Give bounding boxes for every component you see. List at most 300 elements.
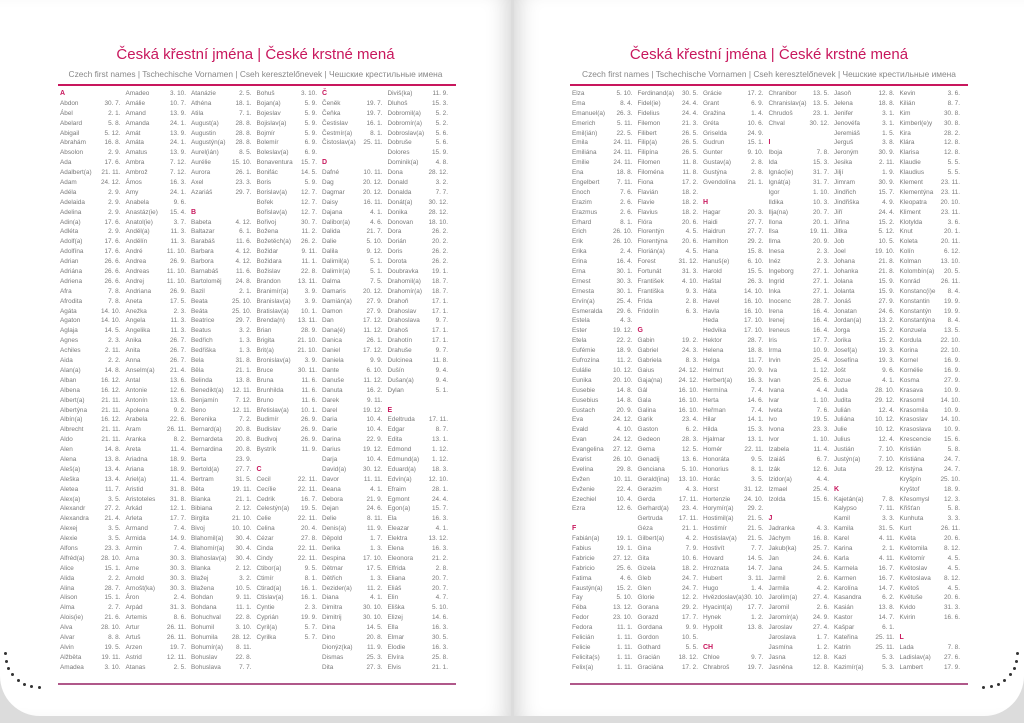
name-day-date: 15. 2. — [878, 337, 895, 345]
name-entry — [191, 316, 257, 326]
name-entry — [257, 495, 323, 505]
names-column — [388, 89, 454, 673]
name-day-date: 2. 6. — [816, 574, 829, 582]
name-entry — [60, 603, 126, 613]
name-day-date: 21. 4. — [104, 515, 121, 523]
name-day-date: 7. 8. — [108, 287, 121, 295]
name-entry — [703, 129, 769, 139]
name-day-date: 4. 8. — [435, 159, 448, 167]
first-name: Květa — [899, 535, 916, 543]
name-entry — [257, 267, 323, 277]
name-day-date: 18. 2. — [682, 564, 698, 572]
first-name: Drahoslav — [387, 307, 417, 315]
first-name: Dita — [322, 663, 334, 671]
name-entry — [572, 653, 638, 663]
name-day-date: 6. 10. — [747, 258, 764, 266]
name-day-date: 18. 9. — [170, 465, 186, 473]
first-name: Kunhuta — [899, 515, 924, 523]
first-name: Ambrož — [125, 169, 148, 177]
name-entry — [322, 475, 388, 485]
first-name: Ervín(a) — [572, 297, 595, 305]
first-name: Bohuchval — [191, 614, 221, 622]
first-name: Kolombín(a) — [899, 268, 935, 276]
first-name: Amadeo — [125, 90, 150, 97]
first-name: Ilona — [768, 218, 783, 226]
name-day-date: 17. 11. — [678, 515, 698, 523]
name-entry — [322, 406, 388, 416]
name-day-date: 16. 4. — [813, 307, 829, 315]
first-name: Alice — [60, 564, 74, 572]
letter-heading-text: I — [768, 139, 771, 147]
name-entry — [703, 504, 769, 514]
name-day-date: 2. 3. — [173, 307, 186, 315]
name-day-date: 14. 5. — [747, 554, 764, 562]
name-day-date: 4. 12. — [235, 248, 252, 256]
name-day-date: 31. 12. — [678, 258, 698, 266]
name-entry — [60, 475, 126, 485]
name-entry — [322, 465, 388, 475]
name-entry — [703, 524, 769, 534]
name-entry — [703, 593, 769, 603]
right-page — [514, 0, 1024, 716]
name-entry — [572, 534, 638, 544]
name-entry — [638, 554, 704, 564]
first-name: Andreas — [125, 268, 150, 276]
name-entry — [126, 623, 192, 633]
name-entry — [60, 138, 126, 148]
first-name: Erika — [572, 248, 587, 256]
name-day-date: 1. 12. — [813, 366, 829, 374]
name-entry — [388, 119, 454, 129]
first-name: Hagar — [703, 208, 721, 216]
name-day-date: 7. 10. — [878, 455, 895, 463]
name-entry — [572, 148, 638, 158]
name-day-date: 12. 8. — [878, 90, 895, 97]
name-day-date: 2. 11. — [104, 347, 121, 355]
name-entry — [191, 663, 257, 673]
name-entry — [572, 366, 638, 376]
name-entry — [60, 109, 126, 119]
name-entry — [834, 514, 900, 524]
first-name: Gaston — [637, 426, 659, 434]
name-entry — [322, 653, 388, 663]
name-day-date: 6. 9. — [304, 149, 317, 157]
name-day-date: 6. 2. — [882, 594, 895, 602]
name-day-date: 4. 5. — [685, 228, 698, 236]
binding-dot — [23, 683, 26, 686]
first-name: Gertruda — [637, 515, 663, 523]
name-day-date: 1. 3. — [239, 337, 252, 345]
letter-heading — [191, 208, 257, 218]
name-entry — [769, 524, 835, 534]
name-day-date: 17. 7. — [682, 614, 698, 622]
name-day-date: 20. 6. — [944, 535, 960, 543]
name-entry — [257, 396, 323, 406]
first-name: Krescencie — [899, 436, 932, 444]
first-name: Elfrida — [387, 564, 406, 572]
name-entry — [834, 455, 900, 465]
first-name: Ignác(ie) — [768, 169, 794, 177]
name-day-date: 19. 7. — [170, 643, 186, 651]
name-day-date: 29. 12. — [874, 396, 895, 404]
first-name: Eulálie — [572, 366, 592, 374]
first-name: Karolína — [834, 584, 858, 592]
name-day-date: 1. 12. — [432, 446, 448, 454]
first-name: Fedora — [572, 624, 593, 632]
first-name: Flavius — [637, 208, 658, 216]
first-name: Enoch — [572, 188, 591, 196]
name-day-date: 10. 5. — [235, 584, 252, 592]
name-day-date: 24. 12. — [612, 436, 633, 444]
name-entry — [60, 267, 126, 277]
first-name: Jaroslava — [768, 633, 796, 641]
name-entry — [834, 336, 900, 346]
blank-row — [900, 623, 966, 633]
page-subtitle: Czech first names | Tschechische Vornamen | Cseh keresztelőnevek | Чешские крестильные имена — [68, 69, 443, 79]
first-name: Engelbert — [572, 179, 600, 187]
name-entry — [834, 198, 900, 208]
name-entry — [769, 574, 835, 584]
name-day-date: 26. 1. — [235, 169, 252, 177]
name-day-date: 1. 11. — [616, 663, 633, 671]
first-name: Bohuslava — [191, 663, 221, 671]
name-day-date: 25. 11. — [363, 139, 383, 147]
first-name: Danuta — [322, 386, 343, 394]
name-entry — [900, 406, 966, 416]
name-entry — [257, 188, 323, 198]
first-name: Féba — [572, 604, 587, 612]
name-entry — [638, 415, 704, 425]
first-name: Amand — [125, 109, 146, 117]
first-name: Darek — [322, 396, 340, 404]
first-name: Ernesta — [572, 287, 595, 295]
name-day-date: 11. 4. — [170, 475, 186, 483]
first-name: Bojmír — [256, 129, 275, 137]
first-name: Faustýn(a) — [572, 584, 603, 592]
first-name: Chloe — [703, 653, 720, 661]
first-name: Konstantin — [899, 297, 930, 305]
name-entry — [322, 534, 388, 544]
name-day-date: 6. 2. — [685, 426, 698, 434]
name-entry — [769, 178, 835, 188]
name-entry — [257, 623, 323, 633]
name-entry — [126, 227, 192, 237]
name-day-date: 19. 9. — [301, 614, 317, 622]
name-day-date: 18. 2. — [682, 188, 698, 196]
first-name: Edvín(a) — [387, 475, 412, 483]
name-entry — [388, 554, 454, 564]
name-entry — [388, 99, 454, 109]
first-name: Bianka — [191, 495, 211, 503]
name-day-date: 13. 6. — [170, 376, 186, 384]
name-entry — [60, 465, 126, 475]
name-entry — [191, 623, 257, 633]
name-entry — [60, 257, 126, 267]
first-name: Ivar — [768, 396, 780, 404]
footer-divider — [58, 683, 456, 685]
name-entry — [191, 465, 257, 475]
name-entry — [322, 99, 388, 109]
name-day-date: 3. 10. — [235, 624, 252, 632]
first-name: Areta — [125, 446, 141, 454]
first-name: Jordan(a) — [834, 317, 862, 325]
first-name: Elizej — [387, 614, 403, 622]
first-name: Bernard(a) — [191, 426, 222, 434]
name-entry — [191, 297, 257, 307]
name-day-date: 11. 2. — [616, 357, 633, 365]
first-name: Dimitrij — [322, 614, 342, 622]
first-name: Diviš(ka) — [387, 90, 413, 97]
name-day-date: 26. 6. — [104, 268, 121, 276]
name-day-date: 3. 2. — [435, 179, 448, 187]
first-name: Brian — [256, 327, 272, 335]
name-day-date: 26. 5. — [682, 139, 698, 147]
name-entry — [388, 366, 454, 376]
name-day-date: 4. 4. — [816, 475, 829, 483]
name-day-date: 11. 8. — [682, 169, 698, 177]
first-name: Dimitra — [322, 604, 343, 612]
name-day-date: 12. 3. — [944, 495, 960, 503]
name-entry — [257, 534, 323, 544]
first-name: Čestislav — [322, 119, 348, 127]
name-entry — [126, 148, 192, 158]
name-day-date: 25. 10. — [231, 297, 252, 305]
name-entry — [900, 307, 966, 317]
name-day-date: 25. 8. — [432, 653, 448, 661]
name-day-date: 2. 9. — [108, 208, 121, 216]
name-entry — [834, 415, 900, 425]
name-day-date: 24. 7. — [944, 465, 960, 473]
name-entry — [126, 237, 192, 247]
first-name: Konstantýn — [899, 307, 932, 315]
name-entry — [126, 208, 192, 218]
name-day-date: 19. 7. — [366, 109, 383, 117]
first-name: Aurora — [191, 169, 211, 177]
name-day-date: 6. 1. — [239, 228, 252, 236]
name-entry — [572, 158, 638, 168]
first-name: Elvis — [387, 663, 401, 671]
name-day-date: 4. 6. — [620, 574, 633, 582]
first-name: Arpád — [125, 604, 143, 612]
name-day-date: 10. 12. — [874, 426, 895, 434]
name-entry — [638, 524, 704, 534]
name-entry — [60, 198, 126, 208]
name-entry — [257, 524, 323, 534]
name-day-date: 2. 3. — [108, 337, 121, 345]
first-name: Julie — [834, 426, 848, 434]
first-name: Derika — [322, 544, 341, 552]
letter-heading-text: F — [572, 525, 577, 533]
name-entry — [834, 129, 900, 139]
first-name: Dušan(a) — [387, 376, 414, 384]
first-name: Chval — [768, 119, 785, 127]
name-day-date: 4. 1. — [882, 376, 895, 384]
name-entry — [900, 643, 966, 653]
name-entry — [834, 386, 900, 396]
name-day-date: 26. 3. — [747, 277, 764, 285]
name-entry — [900, 613, 966, 623]
name-day-date: 22. 11. — [297, 544, 317, 552]
first-name: Donalda — [387, 188, 412, 196]
name-entry — [572, 129, 638, 139]
first-name: Kosma — [899, 376, 920, 384]
first-name: Amy — [125, 188, 139, 196]
name-day-date: 19. 11. — [101, 653, 121, 661]
first-name: Kristýna — [899, 465, 923, 473]
name-entry — [769, 237, 835, 247]
name-day-date: 18. 2. — [682, 198, 698, 206]
name-entry — [388, 257, 454, 267]
first-name: Inesa — [768, 248, 785, 256]
name-entry — [900, 396, 966, 406]
name-day-date: 7. 8. — [108, 297, 121, 305]
name-entry — [638, 663, 704, 673]
first-name: Bohumír(a) — [191, 643, 223, 651]
name-day-date: 13. 6. — [170, 396, 186, 404]
name-day-date: 1. 3. — [239, 347, 252, 355]
name-entry — [834, 613, 900, 623]
first-name: Eunika — [572, 376, 592, 384]
first-name: Agáta — [60, 307, 77, 315]
first-name: Gita — [637, 554, 650, 562]
name-day-date: 24. 1. — [170, 188, 186, 196]
first-name: Aneta — [125, 297, 143, 305]
first-name: Koleta — [899, 238, 918, 246]
name-entry — [388, 574, 454, 584]
binding-dot — [17, 679, 20, 682]
name-entry — [834, 277, 900, 287]
name-day-date: 10. 10. — [231, 525, 252, 533]
name-entry — [572, 227, 638, 237]
first-name: Dismas — [322, 653, 344, 661]
name-entry — [388, 346, 454, 356]
name-entry — [388, 148, 454, 158]
first-name: Bořivoj — [256, 218, 277, 226]
first-name: Job — [834, 238, 845, 246]
first-name: Josefína — [834, 357, 859, 365]
first-name: Jenifer — [834, 109, 854, 117]
name-day-date: 14. 7. — [747, 564, 764, 572]
name-entry — [572, 119, 638, 129]
name-day-date: 12. 6. — [170, 386, 186, 394]
name-entry — [703, 603, 769, 613]
first-name: Katrin — [834, 643, 851, 651]
name-entry — [322, 287, 388, 297]
first-name: Felicie — [572, 643, 591, 651]
first-name: Bazil — [191, 287, 205, 295]
first-name: Birgita — [191, 515, 210, 523]
name-entry — [191, 287, 257, 297]
name-entry — [191, 386, 257, 396]
first-name: Krasava — [899, 386, 923, 394]
name-entry — [126, 366, 192, 376]
first-name: Juda — [834, 386, 848, 394]
name-day-date: 5. 9. — [304, 99, 317, 107]
first-name: Dominik(a) — [387, 159, 419, 167]
name-entry — [769, 168, 835, 178]
first-name: Daniel — [322, 347, 341, 355]
letter-heading-text: D — [322, 159, 328, 167]
name-day-date: 1. 11. — [616, 653, 633, 661]
first-name: Cindy — [256, 554, 273, 562]
page-subtitle: Czech first names | Tschechische Vornamen | Cseh keresztelőnevek | Чешские крестильные имена — [582, 69, 956, 79]
name-day-date: 21. 4. — [170, 366, 186, 374]
name-day-date: 26. 10. — [612, 455, 633, 463]
name-day-date: 22. 6. — [170, 416, 186, 424]
name-day-date: 26. 6. — [104, 258, 121, 266]
name-day-date: 21. 1. — [235, 366, 252, 374]
first-name: Klára — [899, 139, 915, 147]
first-name: Áron — [125, 594, 139, 602]
first-name: Jasna — [768, 653, 786, 661]
first-name: Alva — [60, 624, 73, 632]
name-day-date: 8. 8. — [108, 633, 121, 641]
first-name: Květuše — [899, 594, 923, 602]
first-name: Alban — [60, 376, 77, 384]
name-day-date: 13. 8. — [104, 455, 121, 463]
name-entry — [60, 455, 126, 465]
first-name: Emerich — [572, 119, 596, 127]
name-entry — [388, 376, 454, 386]
first-name: Galina — [637, 406, 656, 414]
name-day-date: 28. 8. — [235, 129, 252, 137]
first-name: Gorana — [637, 604, 659, 612]
first-name: Kristián — [899, 446, 921, 454]
first-name: Bertold(a) — [191, 465, 220, 473]
name-day-date: 5. 3. — [882, 663, 895, 671]
name-day-date: 13. 8. — [747, 624, 764, 632]
name-day-date: 25. 4. — [813, 485, 829, 493]
name-entry — [191, 593, 257, 603]
name-entry — [60, 386, 126, 396]
first-name: Jindřich — [834, 188, 857, 196]
binding-dot — [5, 660, 8, 663]
name-day-date: 14. 7. — [878, 584, 895, 592]
name-day-date: 28. 10. — [874, 386, 895, 394]
first-name: Dolores — [387, 149, 410, 157]
first-name: Alexie — [60, 535, 78, 543]
name-entry — [126, 633, 192, 643]
first-name: Dionýz(ka) — [322, 643, 353, 651]
name-entry — [388, 593, 454, 603]
name-day-date: 5. 7. — [304, 633, 317, 641]
name-day-date: 27. 7. — [747, 218, 764, 226]
name-day-date: 14. 10. — [940, 416, 960, 424]
name-entry — [388, 623, 454, 633]
name-entry — [572, 415, 638, 425]
first-name: Klementýna — [899, 188, 934, 196]
name-entry — [703, 574, 769, 584]
name-day-date: 5. 2. — [435, 109, 448, 117]
first-name: Kolman — [899, 258, 922, 266]
first-name: Božetěch(a) — [256, 238, 291, 246]
first-name: Cecil — [256, 475, 271, 483]
name-day-date: 25. 6. — [616, 564, 633, 572]
name-entry — [388, 603, 454, 613]
binding-dot — [1016, 652, 1019, 655]
name-entry — [322, 574, 388, 584]
name-day-date: 8. 12. — [944, 544, 960, 552]
name-day-date: 2. 6. — [620, 208, 633, 216]
name-day-date: 4. 5. — [947, 564, 960, 572]
name-day-date: 7. 7. — [435, 188, 448, 196]
name-day-date: 10. 12. — [874, 416, 895, 424]
first-name: Gréta — [703, 119, 719, 127]
name-entry — [60, 485, 126, 495]
first-name: Kornélie — [899, 366, 923, 374]
name-entry — [900, 257, 966, 267]
first-name: Azariáš — [191, 188, 213, 196]
